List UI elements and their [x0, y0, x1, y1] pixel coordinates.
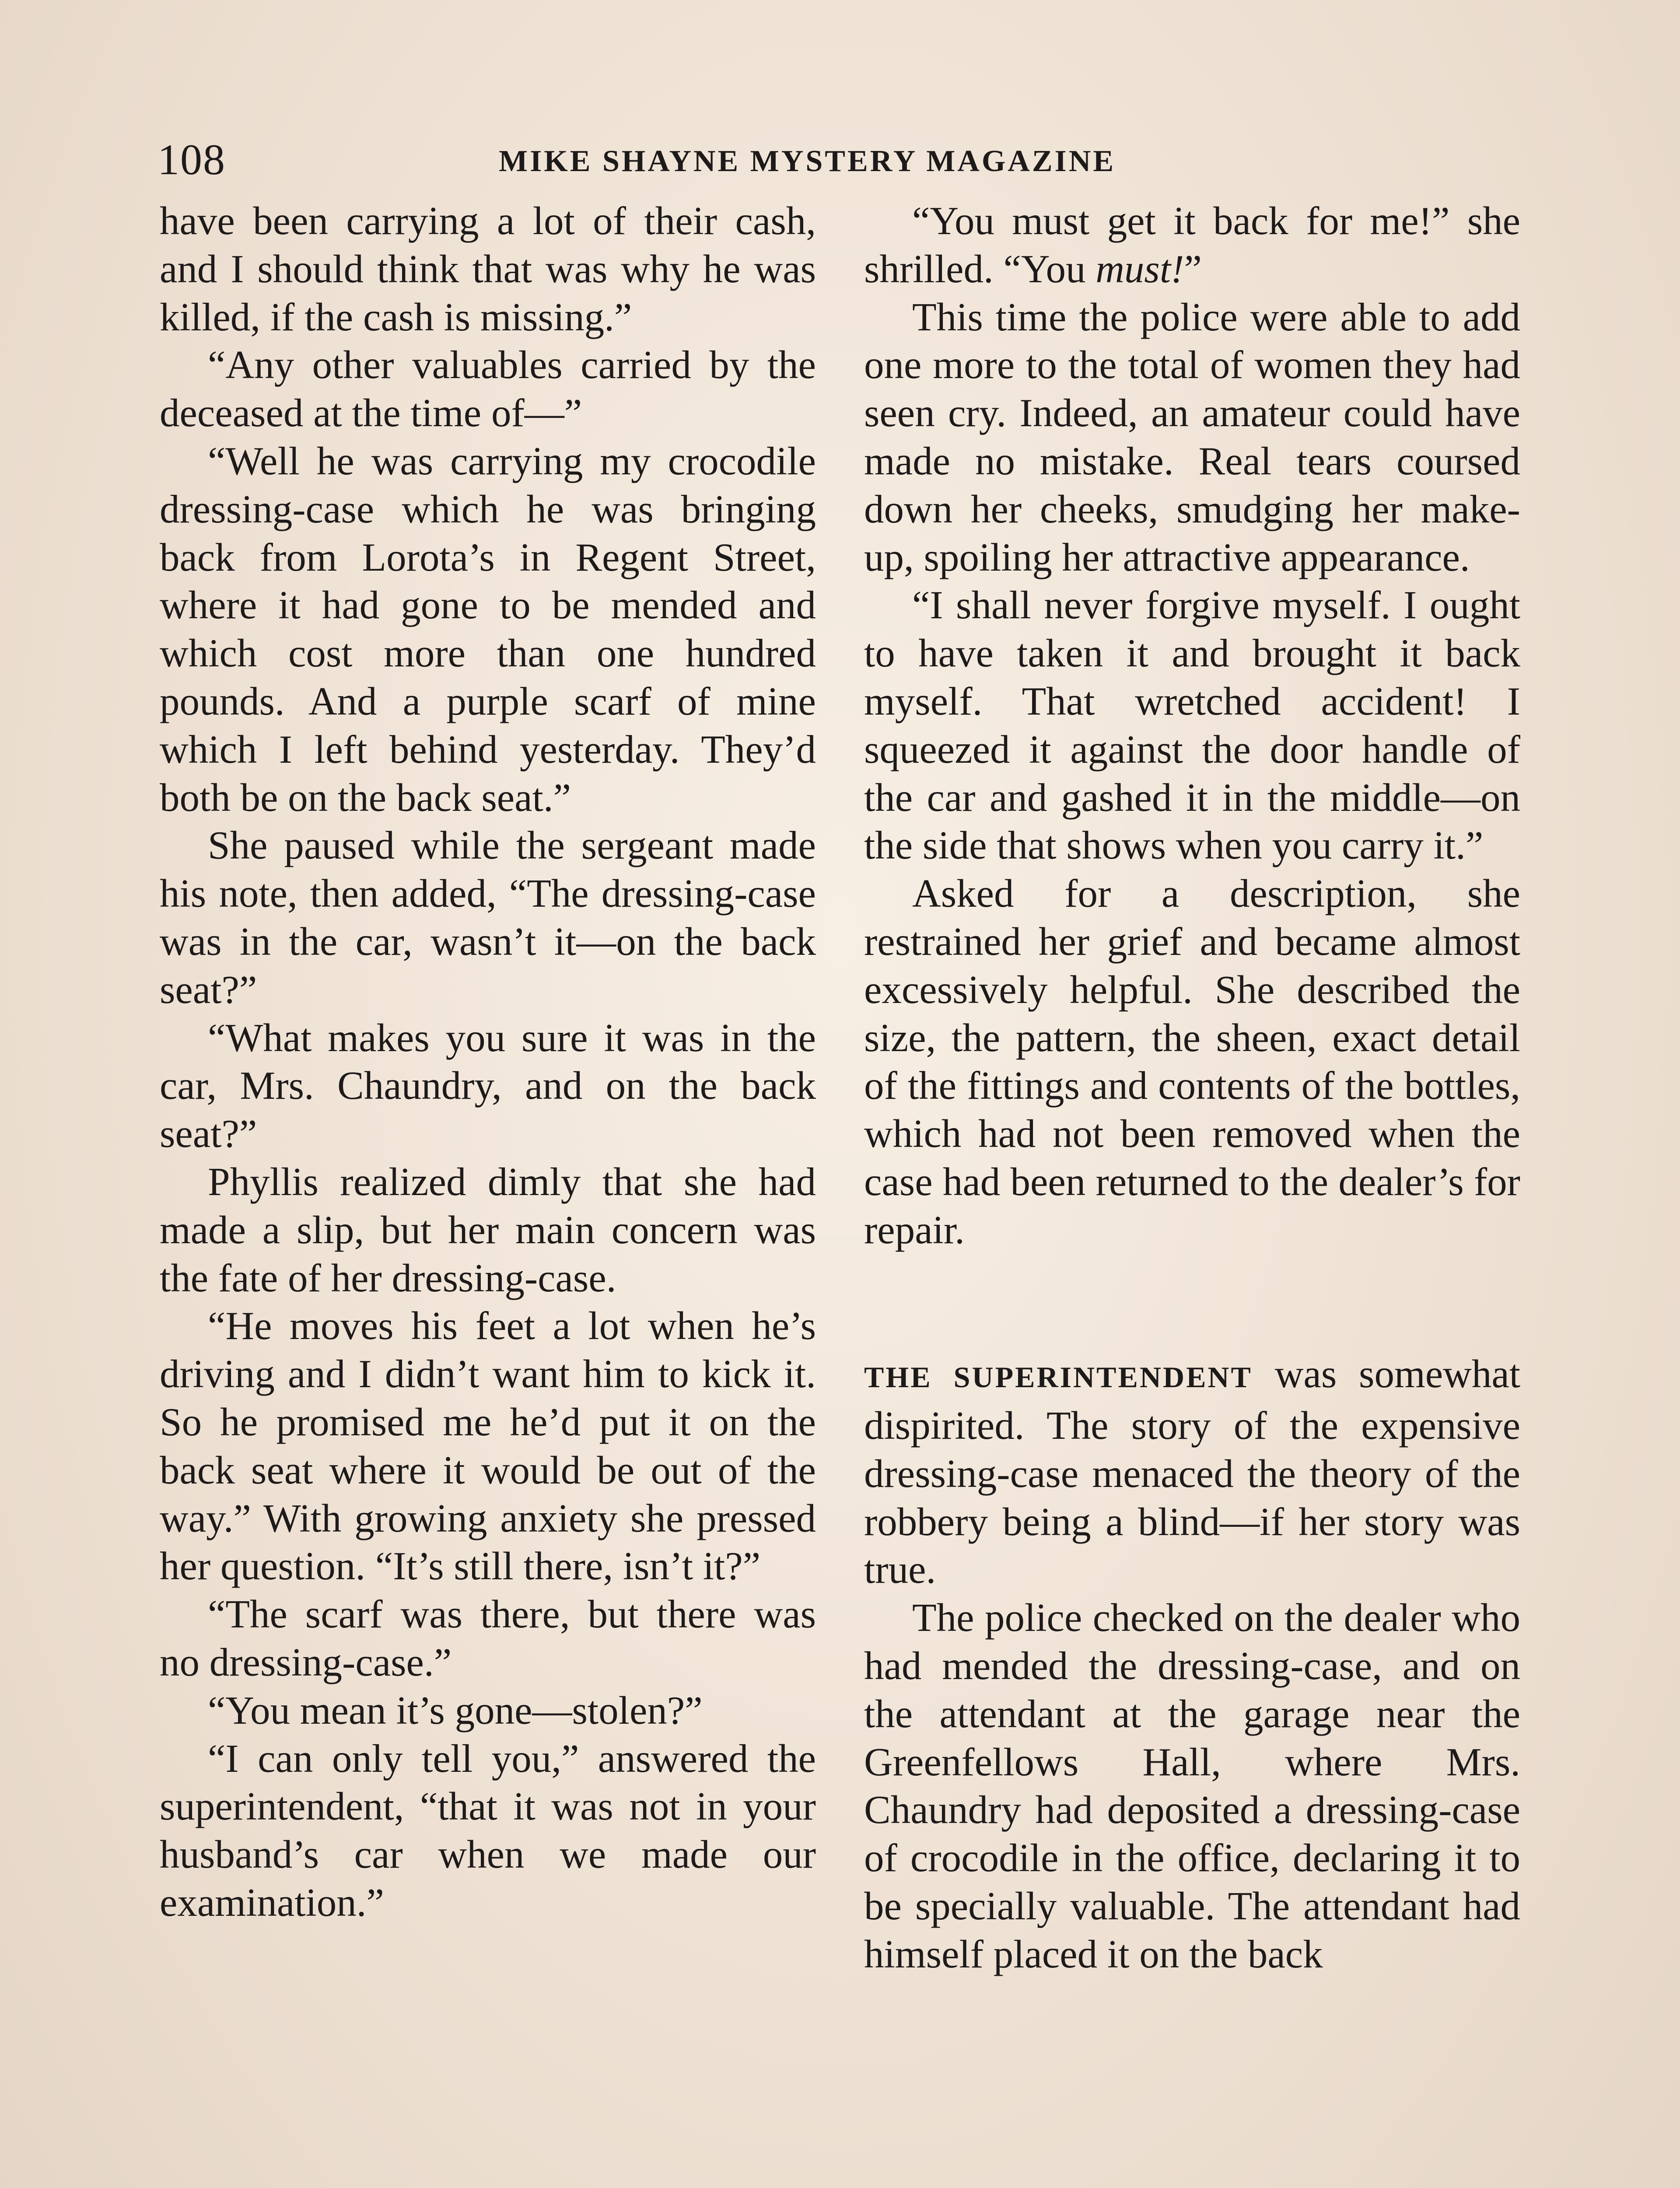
- paragraph: “You mean it’s gone—stolen?”: [208, 1688, 703, 1732]
- paragraph: [864, 197, 1520, 293]
- page-header: [158, 131, 1177, 188]
- section-break: [864, 1254, 1520, 1350]
- paragraph: “What makes you sure it was in the car, Mrs. Chaundry, and on the back seat?”: [160, 1015, 816, 1156]
- paragraph: “Any other valuables carried by the deceased at the time of—”: [160, 343, 816, 435]
- paragraph: “I can only tell you,” answered the superintendent, “that it was not in your husband’s car when we made our examination.”: [160, 1736, 816, 1925]
- paragraph: “Well he was carrying my crocodile dressing-case which he was bringing back from Lorota’s in Regent Street, where it had gone to be mended and which cost more than one hundred pounds. And a purple scarf of mine which I left behind yesterday. They’d both be on the back seat.”: [160, 438, 816, 820]
- quote-text: “You must get it back for me!” she shrilled. “You: [864, 199, 1520, 291]
- section-opening-paragraph: [864, 1350, 1520, 1594]
- paragraph: Phyllis realized dimly that she had made a slip, but her main concern was the fate of her dressing-case.: [160, 1159, 816, 1300]
- paragraph: “He moves his feet a lot when he’s driving and I didn’t want him to kick it. So he promised me he’d put it on the back seat where it would be out of the way.” With growing anxiety she pressed her question. “It’s still there, isn’t it?”: [160, 1304, 816, 1588]
- paragraph: This time the police were able to add one more to the total of women they had seen cry. Indeed, an amateur could have made no mistake. Real tears coursed down her cheeks, smudging her make-up, spoiling her attractive appearance.: [864, 295, 1520, 579]
- paragraph: She paused while the sergeant made his note, then added, “The dressing-case was in the car, wasn’t it—on the back seat?”: [160, 823, 816, 1012]
- paragraph: “The scarf was there, but there was no dressing-case.”: [160, 1592, 816, 1684]
- left-column: [160, 197, 816, 1927]
- right-column: [864, 197, 1520, 1978]
- paragraph: “I shall never forgive myself. I ought to have taken it and brought it back myself. That wretched accident! I squeezed it against the door handle of the car and gashed it in the middle—on the side that shows when you carry it.”: [864, 583, 1520, 868]
- section-lead-rest: was somewhat dispirited. The story of the expensive dressing-case menaced the theory of the robbery being a blind—if her story was true.: [864, 1352, 1521, 1592]
- paragraph: The police checked on the dealer who had mended the dressing-case, and on the attendant at the garage near the Greenfellows Hall, where Mrs. Chaundry had deposited a dressing-case of crocodile in the office, declaring it to be specially valuable. The attendant had himself placed it on the back: [864, 1595, 1520, 1976]
- section-lead-smallcaps: THE SUPERINTENDENT: [864, 1360, 1253, 1394]
- running-title: MIKE SHAYNE MYSTERY MAGAZINE: [499, 144, 1116, 178]
- quote-close: ”: [1184, 246, 1202, 291]
- paragraph: have been carrying a lot of their cash, and I should think that was why he was killed, if the cash is missing.”: [160, 199, 816, 339]
- emphasis: must!: [1096, 246, 1184, 291]
- page-number: 108: [158, 135, 226, 184]
- paragraph: Asked for a description, she restrained her grief and became almost excessively helpful. She described the size, the pattern, the sheen, exact detail of the fittings and contents of the bottles, which had not been removed when the case had been returned to the dealer’s for repair.: [864, 871, 1520, 1252]
